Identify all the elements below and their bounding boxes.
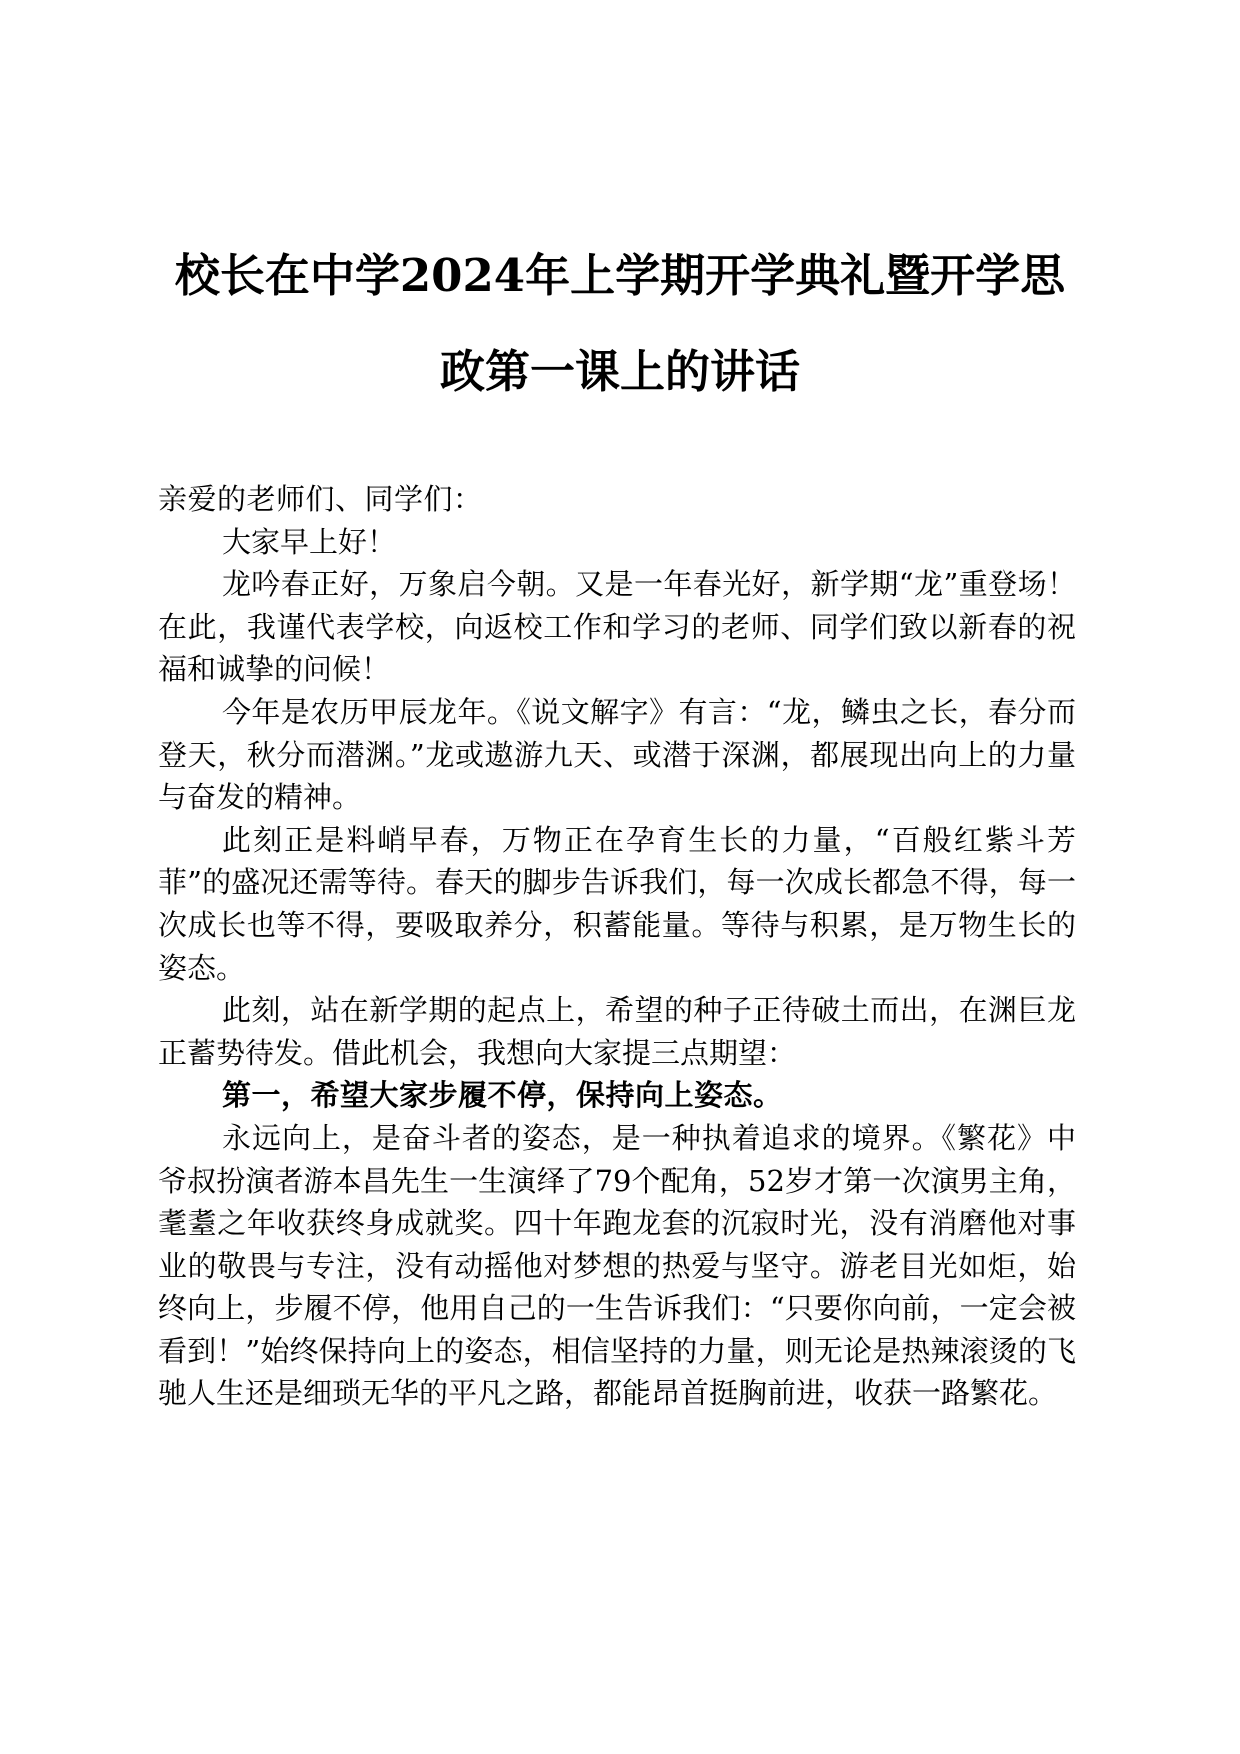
paragraph: 此刻正是料峭早春，万物正在孕育生长的力量，“百般红紫斗芳菲”的盛况还需等待。春天的脚步告诉我们，每一次成长都急不得，每一次成长也等不得，要吸取养分，积蓄能量。等待与积累，是万物生长的姿态。 (158, 822, 1076, 985)
section-heading: 第一，希望大家步履不停，保持向上姿态。 (222, 1078, 783, 1113)
paragraph: 今年是农历甲辰龙年。《说文解字》有言：“龙，鳞虫之长，春分而登天，秋分而潜渊。”龙或遨游九天、或潜于深渊，都展现出向上的力量与奋发的精神。 (158, 694, 1076, 815)
document-body (158, 478, 1076, 1415)
paragraph: 此刻，站在新学期的起点上，希望的种子正待破土而出，在渊巨龙正蓄势待发。借此机会，我想向大家提三点期望： (158, 993, 1076, 1070)
greeting: 大家早上好！ (222, 524, 397, 559)
document-title (140, 228, 1100, 420)
paragraph: 龙吟春正好，万象启今朝。又是一年春光好，新学期“龙”重登场！在此，我谨代表学校，向返校工作和学习的老师、同学们致以新春的祝福和诚挚的问候！ (158, 567, 1076, 687)
title-line-1: 校长在中学2024年上学期开学典礼暨开学思 (174, 249, 1066, 302)
paragraph: 永远向上，是奋斗者的姿态，是一种执着追求的境界。《繁花》中爷叔扮演者游本昌先生一生演绎了79个配角，52岁才第一次演男主角，耄耋之年收获终身成就奖。四十年跑龙套的沉寂时光，没有消磨他对事业的敬畏与专注，没有动摇他对梦想的热爱与坚守。游老目光如炬，始终向上，步履不停，他用自己的一生告诉我们：“只要你向前，一定会被看到！”始终保持向上的姿态，相信坚持的力量，则无论是热辣滚烫的飞驰人生还是细琐无华的平凡之路，都能昂首挺胸前进，收获一路繁花。 (158, 1120, 1076, 1411)
salutation: 亲爱的老师们、同学们： (158, 482, 483, 516)
title-line-2: 政第一课上的讲话 (439, 345, 800, 398)
